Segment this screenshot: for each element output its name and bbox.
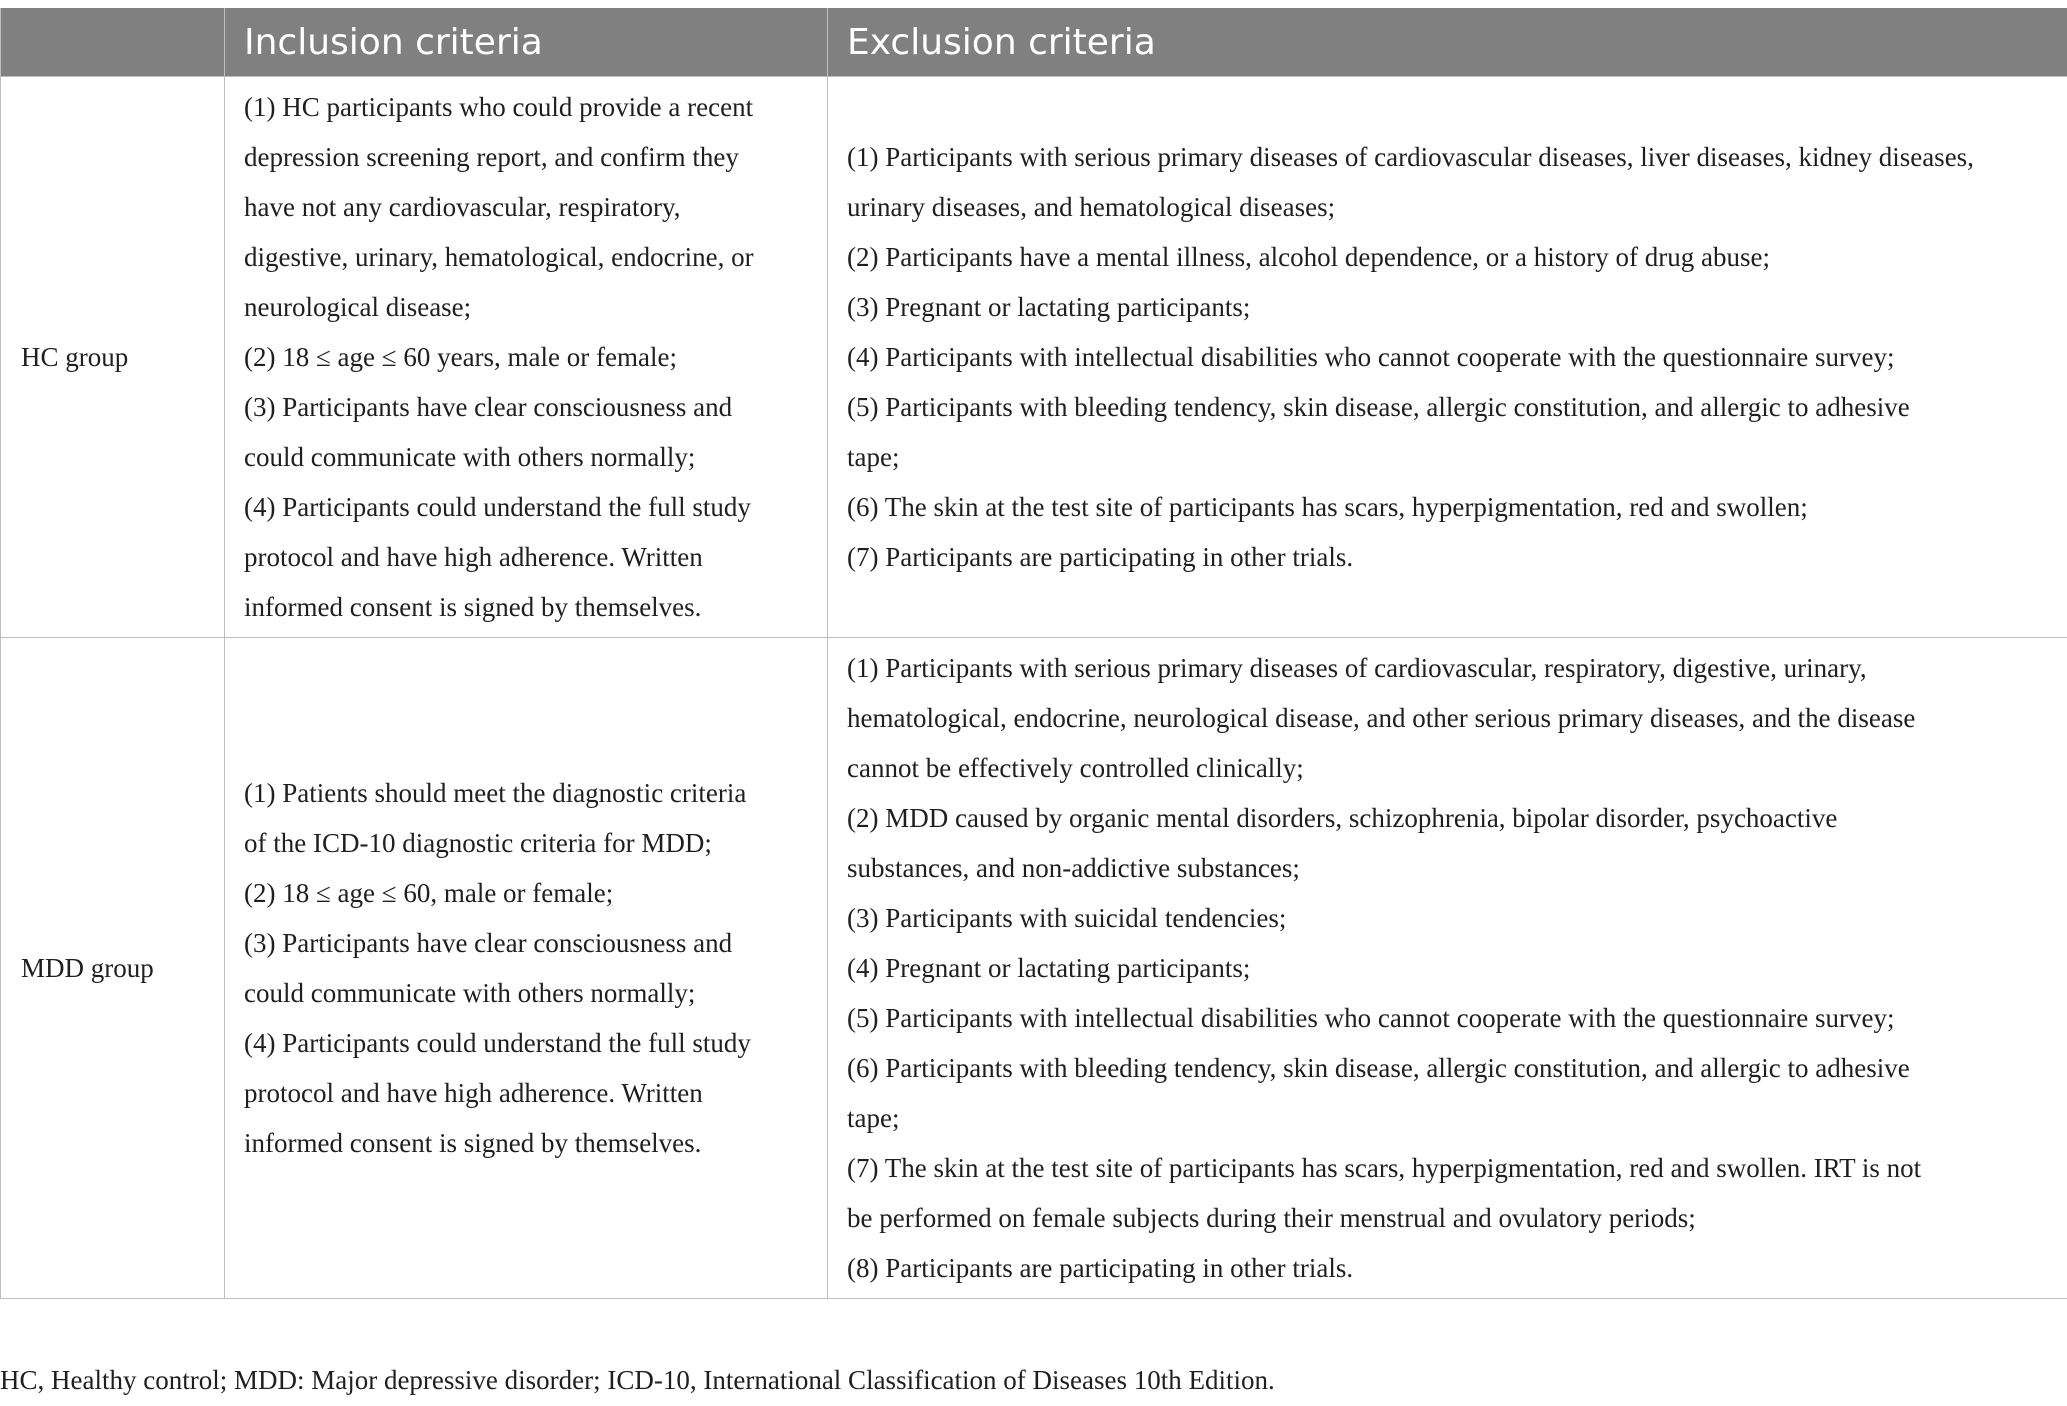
exclusion-line: be performed on female subjects during their menstrual and ovulatory periods; — [847, 1203, 1696, 1233]
exclusion-cell-mdd — [828, 638, 2067, 1299]
exclusion-line: hematological, endocrine, neurological disease, and other serious primary diseases, and the disease — [847, 703, 1916, 733]
inclusion-line: (1) HC participants who could provide a recent — [244, 92, 754, 122]
inclusion-line: protocol and have high adherence. Written — [244, 542, 703, 572]
exclusion-line: (7) Participants are participating in other trials. — [847, 542, 1354, 572]
inclusion-line: neurological disease; — [244, 292, 472, 322]
exclusion-line: (3) Pregnant or lactating participants; — [847, 292, 1251, 322]
group-label-mdd: MDD group — [1, 638, 225, 1299]
inclusion-line: (4) Participants could understand the full study — [244, 1028, 751, 1058]
inclusion-line: could communicate with others normally; — [244, 442, 696, 472]
table-footnote: HC, Healthy control; MDD: Major depressive disorder; ICD-10, International Classification of Diseases 10th Edition. — [0, 1365, 1275, 1395]
inclusion-line: (3) Participants have clear consciousness and — [244, 392, 733, 422]
inclusion-line: depression screening report, and confirm they — [244, 142, 739, 172]
inclusion-line: protocol and have high adherence. Written — [244, 1078, 703, 1108]
criteria-table — [0, 8, 2067, 1299]
exclusion-line: (4) Participants with intellectual disabilities who cannot cooperate with the questionnaire survey; — [847, 342, 1895, 372]
inclusion-line: of the ICD-10 diagnostic criteria for MDD; — [244, 828, 712, 858]
inclusion-line: (2) 18 ≤ age ≤ 60, male or female; — [244, 878, 614, 908]
exclusion-line: (2) Participants have a mental illness, alcohol dependence, or a history of drug abuse; — [847, 242, 1770, 272]
exclusion-line: (1) Participants with serious primary diseases of cardiovascular diseases, liver diseases, kidney diseases, — [847, 142, 1974, 172]
exclusion-line: (6) Participants with bleeding tendency, skin disease, allergic constitution, and allergic to adhesive — [847, 1053, 1910, 1083]
header-exclusion: Exclusion criteria — [828, 8, 2067, 77]
inclusion-line: digestive, urinary, hematological, endocrine, or — [244, 242, 754, 272]
exclusion-line: (4) Pregnant or lactating participants; — [847, 953, 1251, 983]
exclusion-line: (6) The skin at the test site of participants has scars, hyperpigmentation, red and swollen; — [847, 492, 1808, 522]
table-row-mdd — [1, 638, 2067, 1299]
exclusion-cell-hc — [828, 77, 2067, 638]
group-label-hc: HC group — [1, 77, 225, 638]
inclusion-line: could communicate with others normally; — [244, 978, 696, 1008]
exclusion-line: tape; — [847, 1103, 900, 1133]
exclusion-line: tape; — [847, 442, 900, 472]
table-row-hc — [1, 77, 2067, 638]
exclusion-line: (1) Participants with serious primary diseases of cardiovascular, respiratory, digestive, urinary, — [847, 653, 1867, 683]
inclusion-line: informed consent is signed by themselves. — [244, 1128, 702, 1158]
exclusion-line: (5) Participants with bleeding tendency, skin disease, allergic constitution, and allergic to adhesive — [847, 392, 1910, 422]
exclusion-line: (8) Participants are participating in other trials. — [847, 1253, 1354, 1283]
inclusion-line: informed consent is signed by themselves. — [244, 592, 702, 622]
inclusion-line: have not any cardiovascular, respiratory, — [244, 192, 681, 222]
inclusion-cell-mdd — [225, 638, 828, 1299]
inclusion-line: (1) Patients should meet the diagnostic criteria — [244, 778, 747, 808]
inclusion-line: (4) Participants could understand the full study — [244, 492, 751, 522]
exclusion-line: cannot be effectively controlled clinically; — [847, 753, 1304, 783]
inclusion-line: (2) 18 ≤ age ≤ 60 years, male or female; — [244, 342, 677, 372]
exclusion-line: (5) Participants with intellectual disabilities who cannot cooperate with the questionnaire survey; — [847, 1003, 1895, 1033]
header-inclusion: Inclusion criteria — [225, 8, 828, 77]
exclusion-line: substances, and non-addictive substances; — [847, 853, 1300, 883]
exclusion-line: urinary diseases, and hematological diseases; — [847, 192, 1336, 222]
inclusion-line: (3) Participants have clear consciousness and — [244, 928, 733, 958]
inclusion-cell-hc — [225, 77, 828, 638]
exclusion-line: (7) The skin at the test site of participants has scars, hyperpigmentation, red and swollen. IRT is not — [847, 1153, 1922, 1183]
header-row — [1, 8, 2067, 77]
exclusion-line: (3) Participants with suicidal tendencies; — [847, 903, 1287, 933]
exclusion-line: (2) MDD caused by organic mental disorders, schizophrenia, bipolar disorder, psychoactive — [847, 803, 1838, 833]
header-group — [1, 8, 225, 77]
